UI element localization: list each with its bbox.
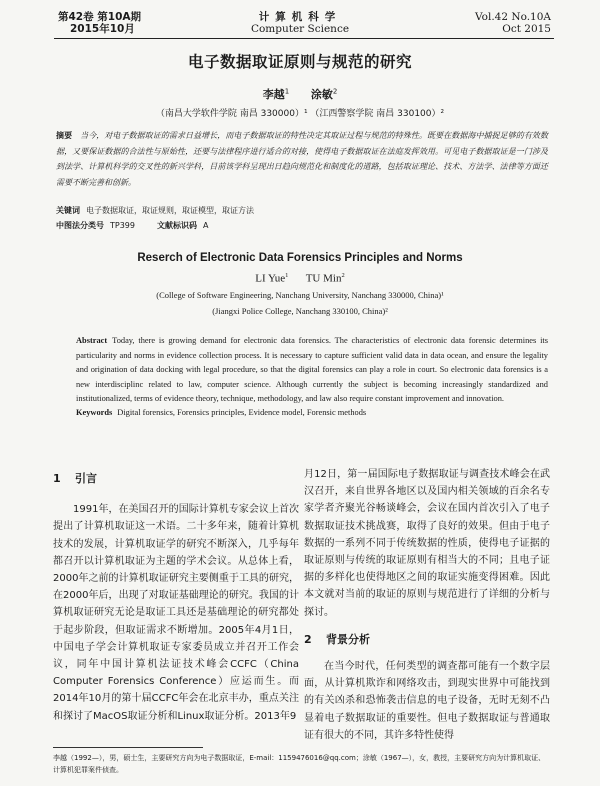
date-cn: 2015年10月 — [70, 23, 135, 35]
section-1-heading — [53, 470, 299, 487]
author-1-en: LI Yue — [255, 272, 286, 285]
classification-code: TP399 — [110, 221, 135, 230]
section-2-heading — [304, 631, 550, 648]
keywords-cn-text: 电子数据取证，取证规则，取证模型，取证方法 — [86, 206, 254, 215]
header-volume-cn — [58, 11, 141, 35]
affiliation-cn: （南昌大学软件学院 南昌 330000）¹ （江西警察学院 南昌 330100）² — [155, 109, 445, 119]
footnote-divider — [53, 747, 203, 748]
abstract-cn-label: 摘要 — [56, 131, 73, 140]
section-2-title: 背景分析 — [326, 632, 370, 646]
section-2-number: 2 — [304, 632, 312, 646]
journal-name-en: Computer Science — [250, 23, 350, 35]
doc-code: A — [202, 221, 209, 230]
abstract-en-text: Today, there is growing demand for electronic data forensics. The characteristics of electronic data forensic determines its particularity and norms in evidence collection process. It is necessary to capture sufficient valid data in data ocean, and ensure the legality and origination of data docking with legal procedure, so that the digital forensics can play a role in court. So electronic data forensics is a new interdisciplinc related to law, computer science. Although currently the subject is becoming increasingly standardized and institutionalized, terms of evidence theory, technique, methodology, and law also require constant improvement and innovation. — [76, 336, 548, 403]
right-column-continuation: 月12日，第一届国际电子数据取证与调查技术峰会在武汉召开，来自世界各地区以及国内相关领域的百余名专家学者齐聚光谷畅谈峰会，会议在国内首次引入了电子数据取证技术挑战赛，取得了良好的效果。但由于电子数据的一系列不同于传统数据的性质，使得电子证据的取证原则与传统的取证原则有相当大的不同；且电子证据的多样化也使得地区之间的取证实施变得困难。因此本文就对当前的取证的原则与规范进行了详细的分析与探讨。 — [304, 469, 550, 618]
volume-issue-en: Vol.42 No.10A — [475, 11, 551, 23]
author-2-cn: 涂敏 — [310, 88, 333, 101]
affiliation-en-2: (Jiangxi Police College, Nanchang 330100, China)² — [212, 306, 388, 316]
abstract-cn-text: 当今，对电子数据取证的需求日益增长，而电子数据取证的特性决定其取证过程与规范的特殊性。既要在数据海中捕捉足够的有效数据，又要保证数据的合法性与原始性，还要与法律程序进行适合的对接，使得电子数据取证在法庭发挥效用。可见电子数据取证是一门涉及到法学、计算机科学的交叉性的新兴学科，目前该学科呈现出日趋向规范化和制度化的道路，包括取证理论、技术、方法学、法律等方面还需要不断完善和创新。 — [56, 131, 548, 187]
author-2-mark: 2 — [332, 87, 338, 96]
classification-label: 中图法分类号 — [56, 221, 104, 230]
author-2-en: TU Min — [305, 272, 342, 285]
section-2-paragraph: 在当今时代，任何类型的调查都可能有一个数字层面，从计算机欺诈和网络攻击，到现实世界中可能找到的有关凶杀和恐怖袭击信息的电子设备，无时无刻不凸显着电子数据取证的重要性。但电子数据取证与普通取证有很大的不同，其许多特性使得 — [304, 661, 550, 741]
author-1-mark: 1 — [284, 87, 290, 96]
header-volume-en — [475, 11, 551, 35]
author-1-cn: 李越 — [262, 88, 285, 101]
body-column-left — [53, 462, 299, 725]
header-divider — [54, 38, 554, 39]
paper-title-cn: 电子数据取证原则与规范的研究 — [187, 53, 412, 71]
abstract-en — [76, 334, 548, 407]
classification-cn — [56, 220, 548, 232]
author-2-en-mark: 2 — [341, 272, 345, 279]
date-en: Oct 2015 — [502, 23, 551, 35]
affiliation-en-1: (College of Software Engineering, Nanchang University, Nanchang 330000, China)¹ — [156, 290, 444, 300]
journal-name-cn: 计算机科学 — [258, 11, 342, 23]
keywords-cn-label: 关键词 — [56, 206, 80, 215]
section-1-title: 引言 — [75, 472, 97, 485]
section-1-paragraph: 1991年，在美国召开的国际计算机专家会议上首次提出了计算机取证这一术语。二十多年来，随着计算机技术的发展，计算机取证学的研究不断深入，几乎每年都召开以计算机取证为主题的学术会议。从总体上看，2000年之前的计算机取证研究主要侧重于工具的研究，在2000年后，出现了对取证基础理论的研究。我国的计算机取证研究无论是取证工具还是基础理论的研究都处于起步阶段，但取证需求不断增加。2005年4月1日，中国电子学会计算机取证专家委员成立并召开工作会议，同年中国计算机法证技术峰会CCFC（China Computer Forensics Conference）应运而生。而2014年10月的第十届CCFC年会在北京丰办，重点关注和探讨了MacOS取证分析和Linux取证分析。2013年9 — [53, 504, 299, 722]
author-1-en-mark: 1 — [285, 272, 289, 279]
author-footnote: 李越（1992—），男，硕士生，主要研究方向为电子数据取证，E-mail：1159476016@qq.com；涂敏（1967—），女，教授，主要研究方向为计算机取证、计算机犯罪案件侦查。 — [53, 754, 546, 774]
keywords-cn — [56, 205, 548, 217]
section-1-number: 1 — [53, 472, 61, 485]
abstract-cn — [56, 128, 548, 190]
abstract-en-label: Abstract — [76, 336, 108, 345]
keywords-en-text: Digital forensics, Forensics principles, Evidence model, Forensic methods — [117, 408, 367, 417]
keywords-en — [76, 407, 548, 419]
keywords-en-label: Keywords — [76, 408, 113, 417]
paper-title-en: Reserch of Electronic Data Forensics Principles and Norms — [137, 252, 463, 264]
authors-en — [0, 272, 600, 285]
volume-issue-cn: 第42卷 第10A期 — [58, 11, 142, 23]
body-column-right — [304, 466, 550, 744]
doc-code-label: 文献标识码 — [156, 221, 197, 230]
header-journal — [200, 11, 400, 35]
authors-cn — [0, 86, 600, 102]
